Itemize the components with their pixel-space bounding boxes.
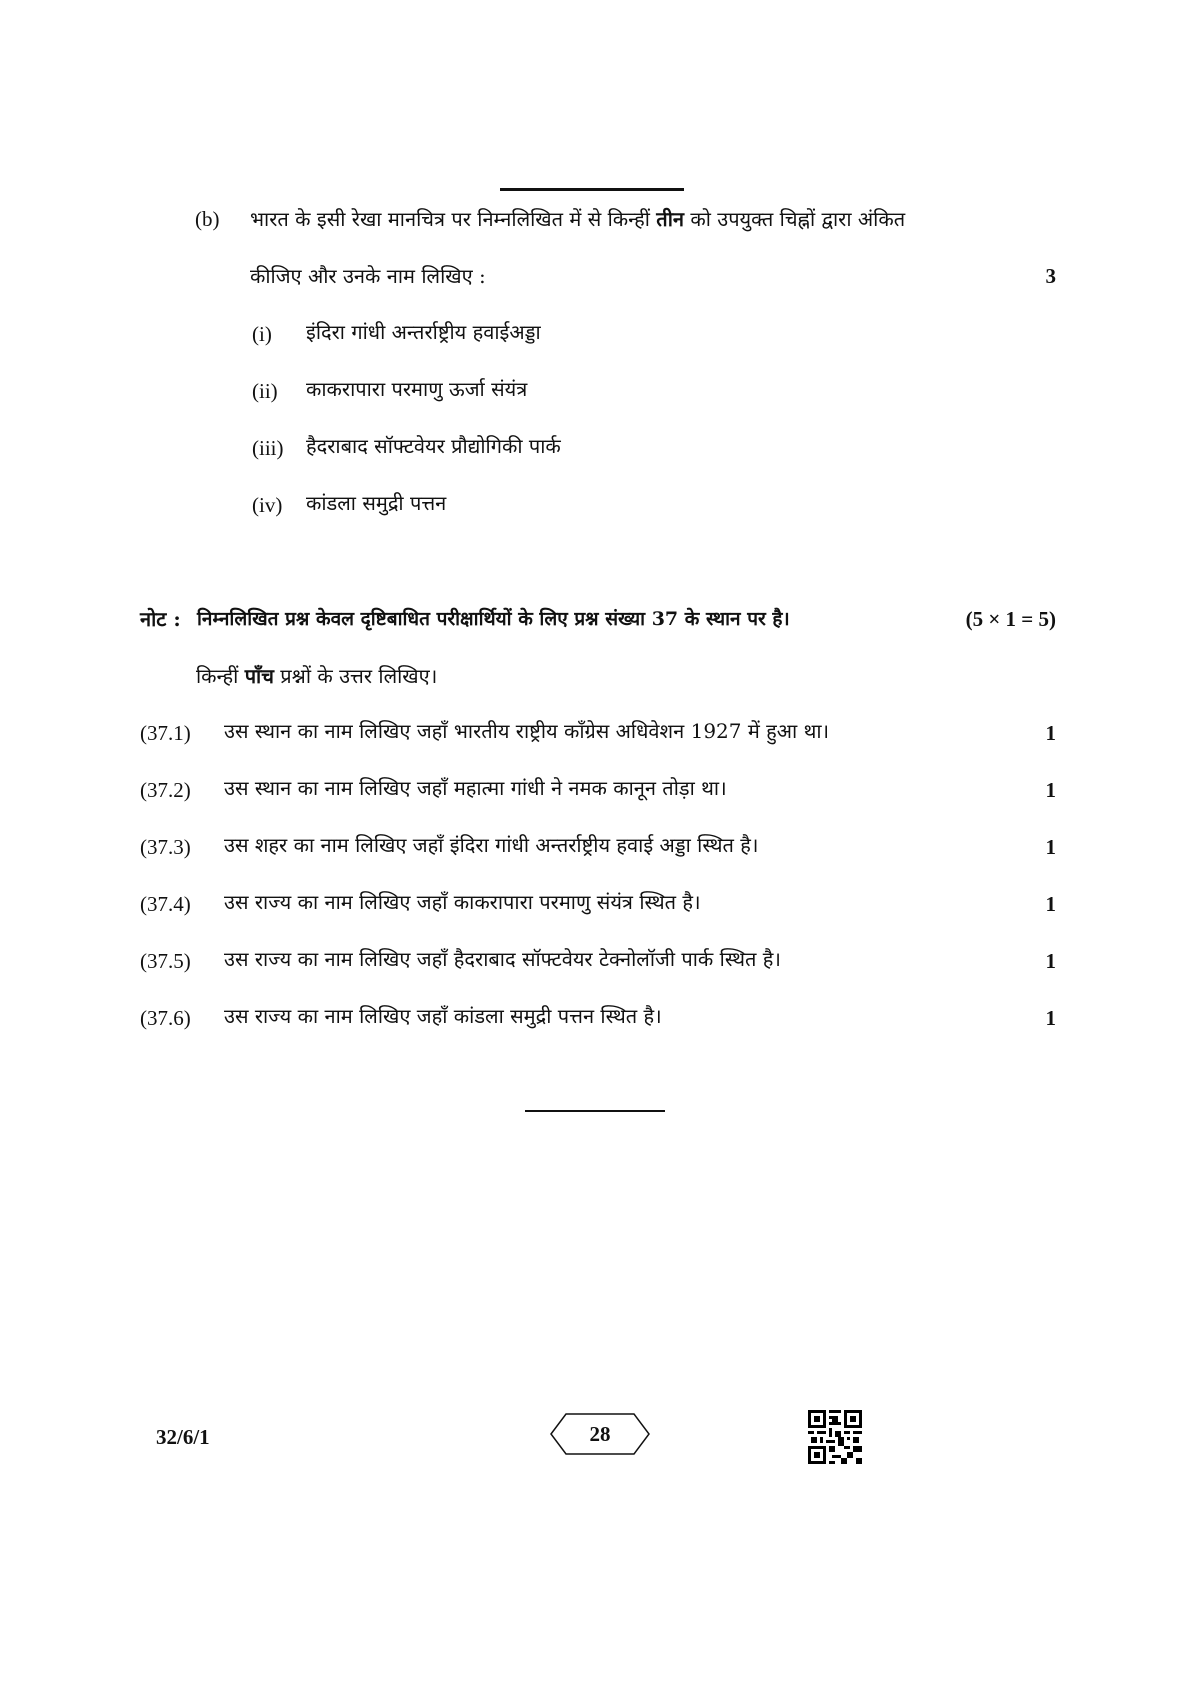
question-text: उस स्थान का नाम लिखिए जहाँ भारतीय राष्ट्रीय कॉंग्रेस अधिवेशन 1927 में हुआ था। <box>224 719 830 743</box>
bottom-divider <box>525 1110 665 1112</box>
part-b-marks: 3 <box>1045 264 1056 288</box>
question-label: (37.2) <box>140 778 191 802</box>
part-b-item-text: हैदराबाद सॉफ्टवेयर प्रौद्योगिकी पार्क <box>306 434 561 458</box>
part-b-item-label: (iii) <box>252 436 284 460</box>
question-text: उस राज्य का नाम लिखिए जहाँ काकरापारा परमाणु संयंत्र स्थित है। <box>224 890 701 914</box>
question-label: (37.4) <box>140 892 191 916</box>
part-b-line1 <box>250 206 1010 232</box>
question-label: (37.3) <box>140 835 191 859</box>
question-label: (37.6) <box>140 1006 191 1030</box>
part-b-line2: कीजिए और उनके नाम लिखिए : <box>250 264 486 288</box>
question-text: उस शहर का नाम लिखिए जहाँ इंदिरा गांधी अन्तर्राष्ट्रीय हवाई अड्डा स्थित है। <box>224 833 759 857</box>
question-label: (37.5) <box>140 949 191 973</box>
question-marks: 1 <box>1045 835 1056 859</box>
question-text: उस राज्य का नाम लिखिए जहाँ हैदराबाद सॉफ्टवेयर टेक्नोलॉजी पार्क स्थित है। <box>224 947 781 971</box>
part-b-item-label: (i) <box>252 322 272 346</box>
question-text: उस स्थान का नाम लिखिए जहाँ महात्मा गांधी ने नमक कानून तोड़ा था। <box>224 776 727 800</box>
part-b-line1-pre: भारत के इसी रेखा मानचित्र पर निम्नलिखित में से किन्हीं <box>250 207 650 231</box>
question-marks: 1 <box>1045 949 1056 973</box>
question-label: (37.1) <box>140 721 191 745</box>
qr-code-icon <box>808 1410 862 1464</box>
part-b-line1-bold: तीन <box>656 207 684 231</box>
note-instruction-bold: पाँच <box>244 664 274 688</box>
part-b-item-text: इंदिरा गांधी अन्तर्राष्ट्रीय हवाईअड्डा <box>306 320 541 344</box>
paper-code: 32/6/1 <box>156 1425 210 1449</box>
note-marks: (5 × 1 = 5) <box>965 607 1056 631</box>
part-b-item-label: (iv) <box>252 493 283 517</box>
part-b-label: (b) <box>195 207 220 231</box>
page-number-badge <box>550 1413 650 1455</box>
note-prefix: नोट : <box>140 607 181 631</box>
question-marks: 1 <box>1045 778 1056 802</box>
question-text: उस राज्य का नाम लिखिए जहाँ कांडला समुद्री पत्तन स्थित है। <box>224 1004 662 1028</box>
note-instruction-post: प्रश्नों के उत्तर लिखिए। <box>280 664 438 688</box>
part-b-item-text: काकरापारा परमाणु ऊर्जा संयंत्र <box>306 377 528 401</box>
part-b-item-text: कांडला समुद्री पत्तन <box>306 491 447 515</box>
part-b-item-label: (ii) <box>252 379 278 403</box>
note-instruction <box>196 663 437 689</box>
page-number: 28 <box>589 1422 611 1446</box>
question-marks: 1 <box>1045 721 1056 745</box>
note-text: निम्नलिखित प्रश्न केवल दृष्टिबाधित परीक्षार्थियों के लिए प्रश्न संख्या 37 के स्थान पर है। <box>197 608 790 630</box>
note-instruction-pre: किन्हीं <box>196 664 239 688</box>
question-marks: 1 <box>1045 892 1056 916</box>
question-marks: 1 <box>1045 1006 1056 1030</box>
part-b-line1-post: को उपयुक्त चिह्नों द्वारा अंकित <box>690 207 906 231</box>
top-divider <box>500 188 684 191</box>
